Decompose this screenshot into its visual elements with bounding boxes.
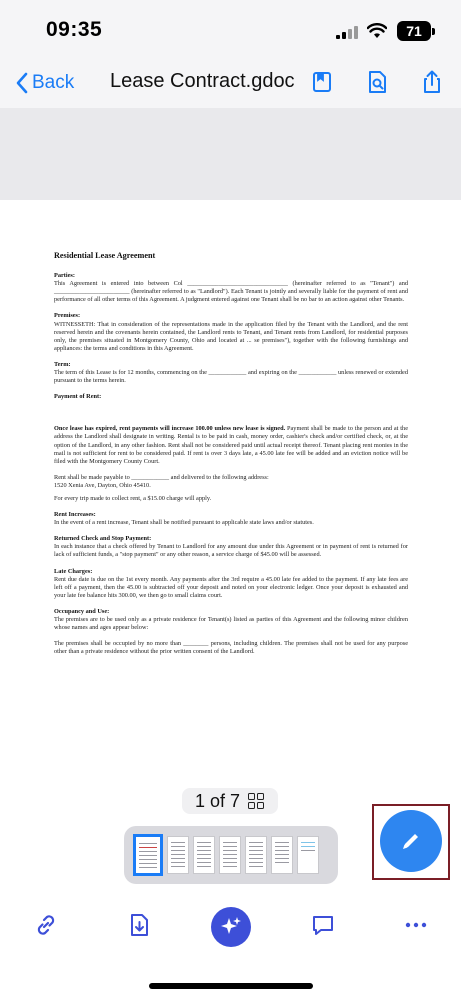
more-icon[interactable] (402, 911, 430, 939)
premises-heading: Premises: (54, 312, 81, 320)
nav-bar (0, 58, 461, 108)
payable-text: Rent shall be made payable to ____________ and delivered to the following address: (54, 473, 269, 481)
status-bar (0, 0, 461, 58)
doc-heading: Residential Lease Agreement (54, 251, 156, 260)
late-heading: Late Charges: (54, 567, 93, 575)
grid-icon (248, 793, 265, 810)
document-body (54, 252, 408, 664)
thumbnail-page-6[interactable] (271, 836, 293, 874)
home-indicator (149, 983, 313, 989)
occupancy-heading: Occupancy and Use: (54, 607, 110, 615)
back-button[interactable] (16, 68, 74, 98)
document-viewer[interactable] (0, 108, 461, 893)
thumbnail-page-3[interactable] (193, 836, 215, 874)
payable-address: 1520 Xenia Ave, Dayton, Ohio 45410. (54, 481, 151, 489)
thumbnail-page-2[interactable] (167, 836, 189, 874)
chevron-left-icon (16, 72, 28, 94)
document-search-icon[interactable] (364, 69, 390, 95)
bottom-toolbar (0, 893, 461, 999)
term-paragraph: The term of this Lease is for 12 months, commencing on the ____________ and expiring on the ____________ unless renewed or extended pursuant to the terms herein. (54, 369, 408, 385)
parties-paragraph: This Agreement is entered into between Col ________________________________ (hereinafter referred to as "Tenant") and ________________________ (hereinafter referred to as "Landlord"). Each Tenant is jointly and severally liable for the payment of rent and performance of all other terms of this Agreement. A judgment entered against one Tenant shall be no bar to an action against other Tenants. (54, 280, 408, 304)
payment-heading: Payment of Rent: (54, 393, 102, 401)
thumbnail-page-5[interactable] (245, 836, 267, 874)
late-paragraph: Rent due date is due on the 1st every month. Any payments after the 3rd require a 45.00 late fee added to the payment. If any late fees are left off a payment, then the 45.00 is subtracted off your deposit and noted on your electronic ledger. Once your deposit is exhausted and your late fee balance hits 300.00, we then go to small claims court. (54, 575, 408, 599)
comment-icon[interactable] (309, 911, 337, 939)
premises-paragraph: WITNESSETH: That in consideration of the representations made in the application filed by the Tenant with the Landlord, and the rent reserved herein and the covenants herein contained, the Landlord rents to Tenant, and Tenant rents from Landlord, for residential purposes only, the premises situated in Montgomery County, Ohio and located at ... se premises"), together with the following furnishings and appliances: the terms and conditions in this Agreement. (54, 320, 408, 352)
occupied-paragraph: The premises shall be occupied by no more than ________ persons, including children. The premises shall not be used for any purpose other than a private residence without the prior written consent of the Landlord. (54, 640, 408, 656)
returned-heading: Returned Check and Stop Payment: (54, 535, 152, 543)
expired-lead: Once lease has expired, rent payments will increase 100.00 unless new lease is signed. (54, 425, 286, 433)
increases-paragraph: In the event of a rent increase, Tenant shall be notified pursuant to applicable state laws and/or statutes. (54, 519, 314, 527)
download-icon[interactable] (125, 911, 153, 939)
bookmark-icon[interactable] (309, 69, 335, 95)
pencil-icon (400, 830, 422, 852)
share-icon[interactable] (419, 69, 445, 95)
parties-heading: Parties: (54, 272, 75, 280)
page-count: 1 of 7 (194, 790, 241, 811)
signal-icon (336, 26, 358, 39)
link-icon[interactable] (32, 911, 60, 939)
wifi-icon (367, 23, 387, 39)
page-indicator[interactable] (182, 788, 278, 814)
thumbnail-page-4[interactable] (219, 836, 241, 874)
thumbnail-page-7[interactable] (297, 836, 319, 874)
payable-paragraph (54, 474, 408, 490)
term-heading: Term: (54, 360, 71, 368)
back-label: Back (32, 72, 75, 93)
ai-assistant-button[interactable] (211, 907, 251, 947)
document-title: Lease Contract.gdoc (110, 70, 295, 92)
occupancy-paragraph: The premises are to be used only as a private residence for Tenant(s) listed as parties of this Agreement and the following minor children whose names and ages appear below: (54, 616, 408, 632)
returned-paragraph: In each instance that a check offered by Tenant to Landlord for any amount due under this Agreement or in payment of rent is returned for lack of sufficient funds, a "stop payment" or any other reason, a service charge of $45.00 will be assessed. (54, 543, 408, 559)
thumbnail-page-1[interactable] (133, 834, 163, 876)
trip-paragraph: For every trip made to collect rent, a $15.00 charge will apply. (54, 494, 212, 502)
edit-button[interactable] (380, 810, 442, 872)
battery-indicator: 71 (397, 21, 431, 41)
status-time: 09:35 (46, 18, 103, 41)
ai-sparkle-icon (219, 915, 243, 939)
payment-paragraph (54, 425, 408, 465)
expired-text: Payment shall be made to the person and at the address the Landlord shall designate in writing. Rental is to be paid in cash, money order, cashier's check and/or certified check, or, at the option of the Landlord, in any other fashion. Rent shall not be considered paid until actual receipt thereof. Tenant placing rent monies in the mail is not sufficient for rent to be considered paid. If rent is over 3 days late, a 45.00 late fee will be added and an eviction notice will be filed with the Montgomery County Court. (54, 425, 408, 465)
page-thumbnails (124, 826, 338, 884)
increases-heading: Rent Increases: (54, 511, 96, 519)
